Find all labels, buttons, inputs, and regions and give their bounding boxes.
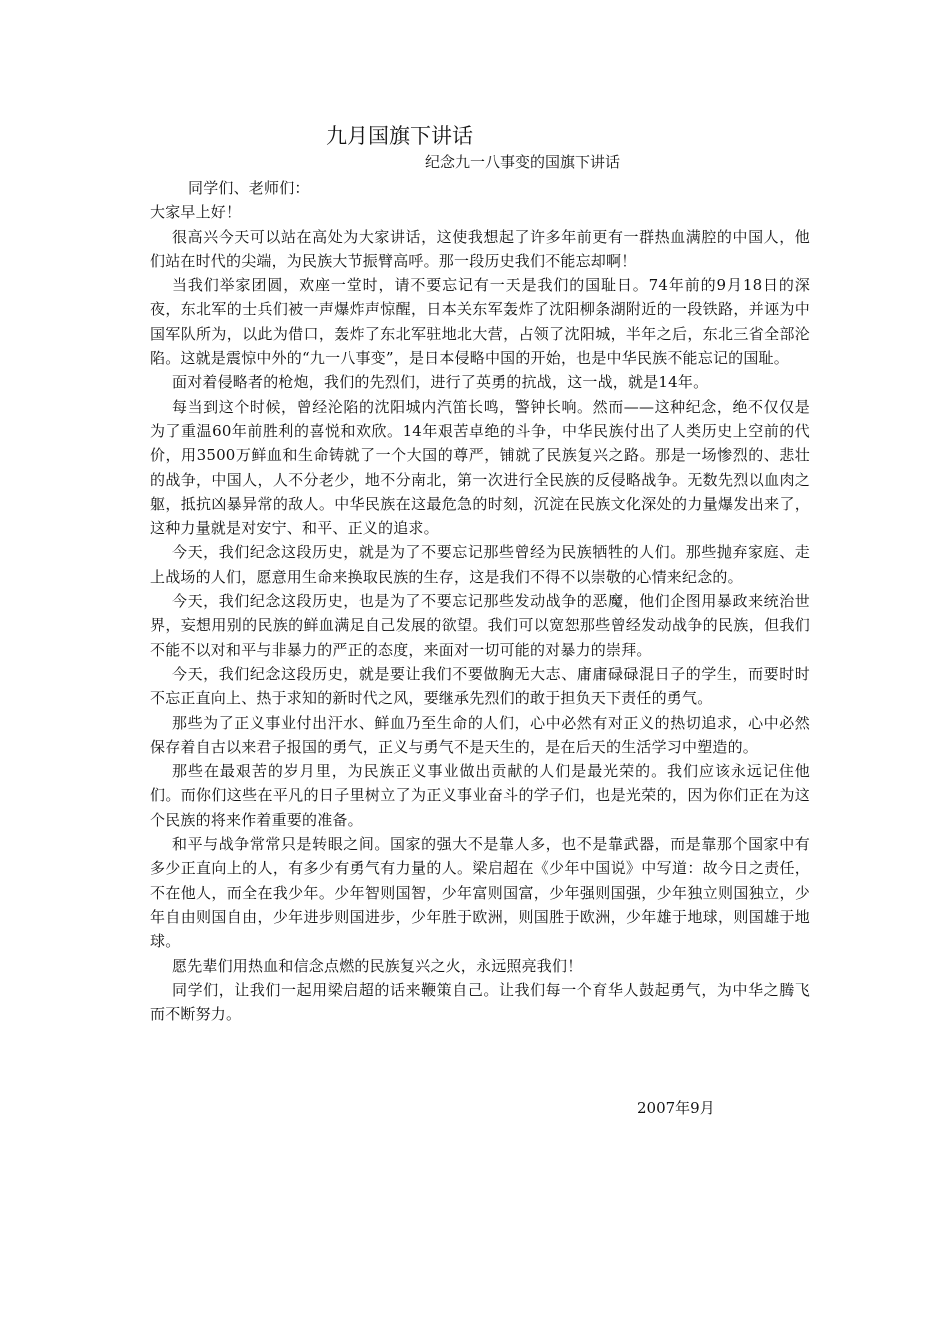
paragraph: 今天，我们纪念这段历史，就是要让我们不要做胸无大志、庸庸碌碌混日子的学生，而要时时不忘正直向上、热于求知的新时代之风，要继承先烈们的敢于担负天下责任的勇气。 xyxy=(150,664,810,708)
salutation: 同学们、老师们： xyxy=(188,179,310,197)
document-date: 2007年9月 xyxy=(637,1099,715,1117)
document-title: 九月国旗下讲话 xyxy=(326,124,473,148)
paragraph: 今天，我们纪念这段历史，也是为了不要忘记那些发动战争的恶魔，他们企图用暴政来统治世界，妄想用别的民族的鲜血满足自己发展的欲望。我们可以宽恕那些曾经发动战争的民族，但我们不能不以对和平与非暴力的严正的态度，来面对一切可能的对暴力的崇拜。 xyxy=(150,592,810,659)
greeting: 大家早上好！ xyxy=(150,203,242,222)
paragraph: 和平与战争常常只是转眼之间。国家的强大不是靠人多，也不是靠武器，而是靠那个国家中有多少正直向上的人，有多少有勇气有力量的人。梁启超在《少年中国说》中写道：故今日之责任，不在他人，而全在我少年。少年智则国智，少年富则国富，少年强则国强，少年独立则国独立，少年自由则国自由，少年进步则国进步，少年胜于欧洲，则国胜于欧洲，少年雄于地球，则国雄于地球。 xyxy=(150,835,810,951)
paragraph: 那些在最艰苦的岁月里，为民族正义事业做出贡献的人们是最光荣的。我们应该永远记住他们。而你们这些在平凡的日子里树立了为正义事业奋斗的学子们，也是光荣的，因为你们正在为这个民族的将来作着重要的准备。 xyxy=(150,762,810,829)
paragraph: 同学们，让我们一起用梁启超的话来鞭策自己。让我们每一个育华人鼓起勇气，为中华之腾飞而不断努力。 xyxy=(150,980,810,1024)
document-subtitle: 纪念九一八事变的国旗下讲话 xyxy=(425,153,621,171)
paragraph: 那些为了正义事业付出汗水、鲜血乃至生命的人们，心中必然有对正义的热切追求，心中必然保存着自古以来君子报国的勇气，正义与勇气不是天生的，是在后天的生活学习中塑造的。 xyxy=(150,713,810,756)
paragraph: 当我们举家团圆，欢座一堂时，请不要忘记有一天是我们的国耻日。74年前的9月18日的深夜，东北军的士兵们被一声爆炸声惊醒，日本关东军轰炸了沈阳柳条湖附近的一段铁路，并诬为中国军队所为，以此为借口，轰炸了东北军驻地北大营，占领了沈阳城，半年之后，东北三省全部沦陷。这就是震惊中外的“九一八事变”，是日本侵略中国的开始，也是中华民族不能忘记的国耻。 xyxy=(150,276,810,368)
paragraph: 很高兴今天可以站在高处为大家讲话，这使我想起了许多年前更有一群热血满腔的中国人，他们站在时代的尖端，为民族大节振臂高呼。那一段历史我们不能忘却啊！ xyxy=(150,227,810,270)
speech-body xyxy=(150,176,810,1026)
paragraph: 今天，我们纪念这段历史，就是为了不要忘记那些曾经为民族牺牲的人们。那些抛弃家庭、走上战场的人们，愿意用生命来换取民族的生存，这是我们不得不以崇敬的心情来纪念的。 xyxy=(150,543,810,586)
paragraph: 愿先辈们用热血和信念点燃的民族复兴之火，永远照亮我们！ xyxy=(172,956,583,975)
paragraph: 面对着侵略者的枪炮，我们的先烈们，进行了英勇的抗战，这一战，就是14年。 xyxy=(172,373,709,392)
paragraph: 每当到这个时候，曾经沦陷的沈阳城内汽笛长鸣，警钟长响。然而——这种纪念，绝不仅仅是为了重温60年前胜利的喜悦和欢欣。14年艰苦卓绝的斗争，中华民族付出了人类历史上空前的代价，用3500万鲜血和生命铸就了一个大国的尊严，铺就了民族复兴之路。那是一场惨烈的、悲壮的战争，中国人，人不分老少，地不分南北，第一次进行全民族的反侵略战争。无数先烈以血肉之躯，抵抗凶暴异常的敌人。中华民族在这最危急的时刻，沉淀在民族文化深处的力量爆发出来了，这种力量就是对安宁、和平、正义的追求。 xyxy=(150,397,810,538)
